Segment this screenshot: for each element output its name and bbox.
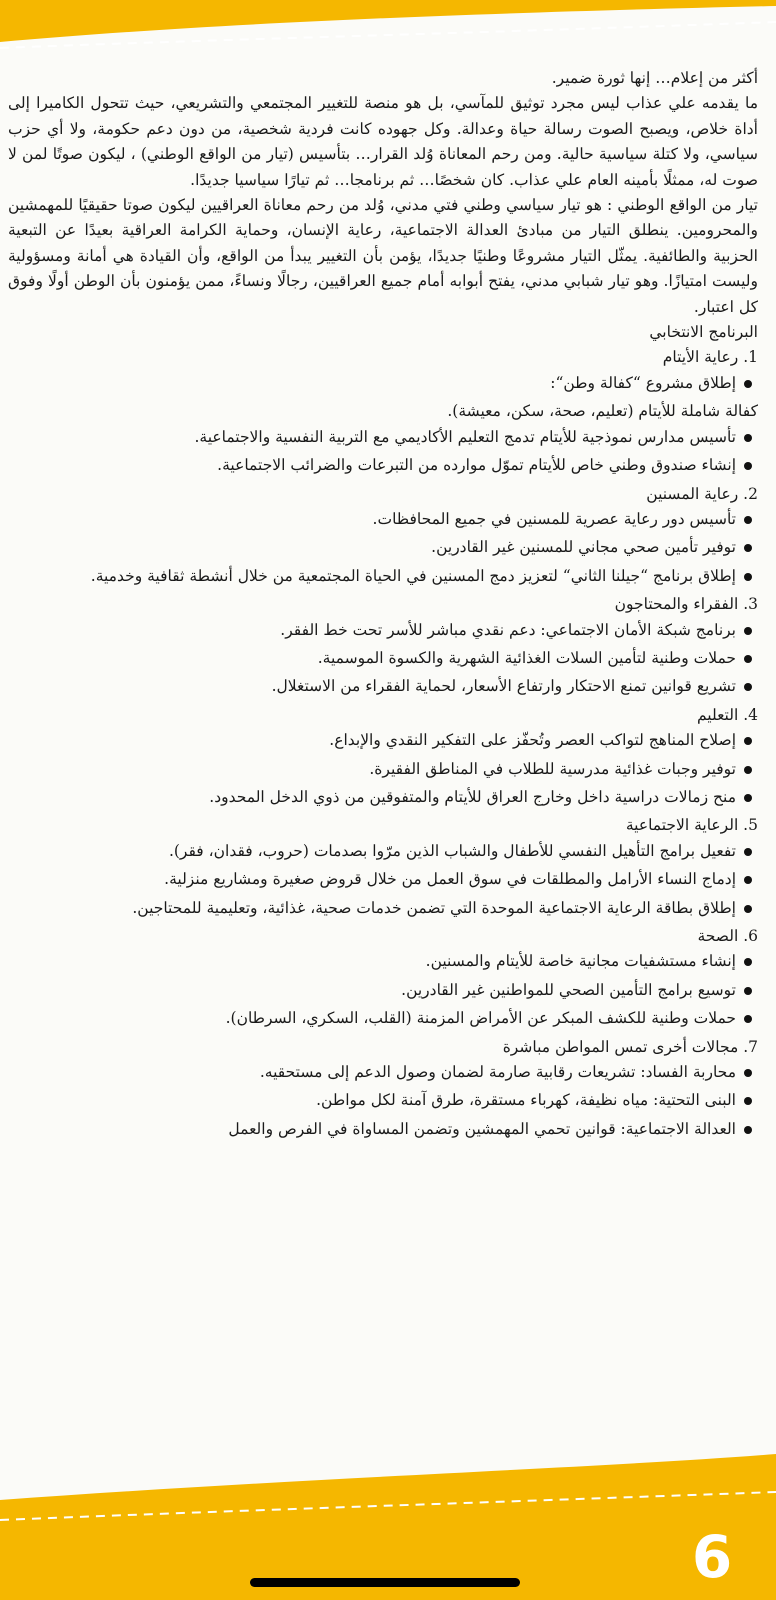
bullet-list-elderly bbox=[8, 507, 758, 589]
dashed-border-top bbox=[0, 10, 776, 50]
section-title-poor: 3. الفقراء والمحتاجون bbox=[614, 595, 758, 614]
list-item: تأسيس مدارس نموذجية للأيتام تدمج التعليم الأكاديمي مع التربية النفسية والاجتماعية. bbox=[8, 425, 736, 450]
document-body bbox=[8, 66, 758, 1466]
section-title-other: 7. مجالات أخرى تمس المواطن مباشرة bbox=[502, 1037, 758, 1056]
list-item: محاربة الفساد: تشريعات رقابية صارمة لضمان وصول الدعم إلى مستحقيه. bbox=[8, 1060, 736, 1085]
list-item: تأسيس دور رعاية عصرية للمسنين في جميع المحافظات. bbox=[8, 507, 736, 532]
intro-headline: أكثر من إعلام… إنها ثورة ضمير. bbox=[551, 69, 758, 87]
about-paragraph: تيار من الواقع الوطني : هو تيار سياسي وطني فتي مدني، وُلد من رحم معاناة العراقيين ليكون صوتا حقيقيًا للمهمشين والمحرومين. ينطلق التيار من مبادئ العدالة الاجتماعية، رعاية الإنسان، وحماية الكرامة العراقية بعيدًا عن التبعية الحزبية والطائفية. يمثّل التيار مشروعًا وطنيًا جديدًا، يؤمن بأن التغيير يبدأ من الواقع، وأن القيادة هي أمانة ومسؤولية وليست امتيازًا. وهو تيار شبابي مدني، يفتح أبوابه أمام جميع العراقيين، رجالًا ونساءً، ممن يؤمنون بأن الوطن أولًا وفوق كل اعتبار. bbox=[8, 196, 758, 316]
list-item: برنامج شبكة الأمان الاجتماعي: دعم نقدي مباشر للأسر تحت خط الفقر. bbox=[8, 618, 736, 643]
list-item: توفير تأمين صحي مجاني للمسنين غير القادرين. bbox=[8, 535, 736, 560]
list-item: تفعيل برامج التأهيل النفسي للأطفال والشباب الذين مرّوا بصدمات (حروب، فقدان، فقر). bbox=[8, 839, 736, 864]
bullet-list-poor bbox=[8, 618, 758, 700]
list-item: إطلاق مشروع “كفالة وطن“: bbox=[8, 371, 736, 396]
section-title-education: 4. التعليم bbox=[696, 705, 758, 724]
intro-paragraph: ما يقدمه علي عذاب ليس مجرد توثيق للمآسي، بل هو منصة للتغيير المجتمعي والتشريعي، حيث تتحول الكاميرا إلى أداة خلاص، ويصبح الصوت رسالة حياة وعدالة. وكل جهوده كانت فردية شخصية، من دون دعم حكومة، ولا أي حزب سياسي، ولا كتلة سياسية حالية. ومن رحم المعاناة وُلد القرار… بتأسيس (تيار من الواقع الوطني) ، ليكون صوتًا لمن لا صوت له، ممثلًا بأمينه العام علي عذاب. كان شخصًا… ثم برنامجا… ثم تيارًا سياسيا جديدًا. bbox=[8, 94, 758, 189]
bullet-list-orphans bbox=[8, 371, 758, 396]
program-title: البرنامج الانتخابي bbox=[649, 323, 758, 342]
bullet-list-education bbox=[8, 728, 758, 810]
list-item: حملات وطنية للكشف المبكر عن الأمراض المزمنة (القلب، السكري، السرطان). bbox=[8, 1006, 736, 1031]
section-title-social: 5. الرعاية الاجتماعية bbox=[625, 816, 758, 835]
bullet-list-orphans-2 bbox=[8, 425, 758, 479]
bullet-list-social bbox=[8, 839, 758, 921]
list-item: توسيع برامج التأمين الصحي للمواطنين غير القادرين. bbox=[8, 978, 736, 1003]
list-item: حملات وطنية لتأمين السلات الغذائية الشهرية والكسوة الموسمية. bbox=[8, 646, 736, 671]
list-item: توفير وجبات غذائية مدرسية للطلاب في المناطق الفقيرة. bbox=[8, 757, 736, 782]
list-item: إطلاق بطاقة الرعاية الاجتماعية الموحدة التي تضمن خدمات صحية، غذائية، وتعليمية للمحتاجين. bbox=[8, 896, 736, 921]
page-number: 6 bbox=[691, 1523, 733, 1591]
list-item: البنى التحتية: مياه نظيفة، كهرباء مستقرة، طرق آمنة لكل مواطن. bbox=[8, 1088, 736, 1113]
home-indicator-bar[interactable] bbox=[250, 1578, 520, 1587]
list-item: إصلاح المناهج لتواكب العصر وتُحفّز على التفكير النقدي والإبداع. bbox=[8, 728, 736, 753]
list-item: إنشاء صندوق وطني خاص للأيتام تموّل موارده من التبرعات والضرائب الاجتماعية. bbox=[8, 453, 736, 478]
list-item: إدماج النساء الأرامل والمطلقات في سوق العمل من خلال قروض صغيرة ومشاريع منزلية. bbox=[8, 867, 736, 892]
orphans-sponsorship-line: كفالة شاملة للأيتام (تعليم، صحة، سكن، معيشة). bbox=[447, 402, 758, 421]
list-item: منح زمالات دراسية داخل وخارج العراق للأيتام والمتفوقين من ذوي الدخل المحدود. bbox=[8, 785, 736, 810]
list-item: إنشاء مستشفيات مجانية خاصة للأيتام والمسنين. bbox=[8, 949, 736, 974]
section-title-orphans: 1. رعاية الأيتام bbox=[662, 348, 758, 367]
section-title-health: 6. الصحة bbox=[697, 927, 758, 945]
dashed-border-bottom bbox=[0, 1484, 776, 1524]
bullet-list-other bbox=[8, 1060, 758, 1142]
bullet-list-health bbox=[8, 949, 758, 1031]
section-title-elderly: 2. رعاية المسنين bbox=[646, 484, 758, 503]
list-item: إطلاق برنامج “جيلنا الثاني“ لتعزيز دمج المسنين في الحياة المجتمعية من خلال أنشطة ثقافية وخدمية. bbox=[8, 564, 736, 589]
list-item: تشريع قوانين تمنع الاحتكار وارتفاع الأسعار، لحماية الفقراء من الاستغلال. bbox=[8, 674, 736, 699]
list-item: العدالة الاجتماعية: قوانين تحمي المهمشين وتضمن المساواة في الفرص والعمل bbox=[8, 1117, 736, 1142]
